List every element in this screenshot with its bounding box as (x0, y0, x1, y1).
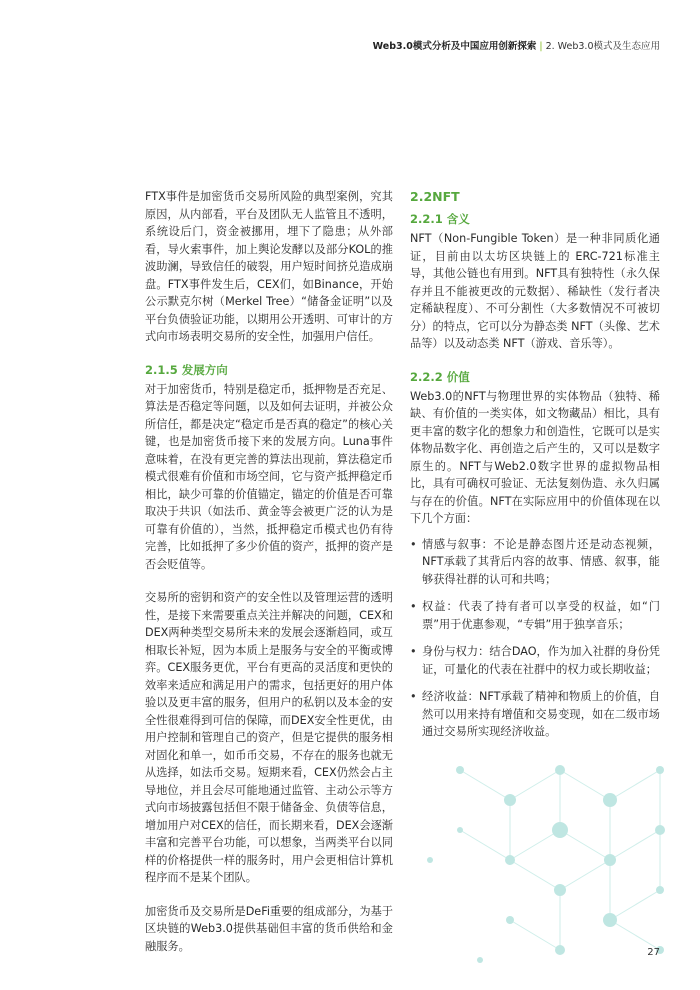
value-bullet-list (410, 536, 660, 741)
bullet-text: 身份与权力：结合DAO，作为加入社群的身份凭证，可量化的代表在社群中的权力或长期收益； (422, 645, 660, 676)
bullet-text: 经济收益：NFT承载了精神和物质上的价值，自然可以用来持有增值和交易变现，如在二级市场通过交易所实现经济收益。 (422, 690, 660, 738)
left-column (145, 188, 393, 971)
header-separator: | (539, 41, 543, 52)
heading-2-2-nft: 2.2NFT (410, 189, 460, 204)
left-paragraph-defi: 加密货币及交易所是DeFi重要的组成部分，为基于区块链的Web3.0提供基础但丰富的货币供给和金融服务。 (145, 904, 393, 953)
bullet-text: 权益：代表了持有者可以享受的权益，如“门票”用于优惠参观，“专辑”用于独享音乐； (422, 600, 660, 631)
header-report-title: Web3.0模式分析及中国应用创新探索 (372, 41, 537, 52)
bullet-dot-icon: • (410, 645, 417, 658)
left-paragraph-exchange-security: 交易所的密钥和资产的安全性以及管理运营的透明性，是接下来需要重点关注并解决的问题，CEX和DEX两种类型交易所未来的发展会逐渐趋同，或互相取长补短，因为本质上是服务与安全的平衡或博弈。CEX服务更优，平台有更高的灵活度和更快的效率来适应和满足用户的需求，包括更好的用户体验以及更丰富的服务，但用户的私钥以及本金的安全性很难得到可信的保障，而DEX安全性更优，由用户控制和管理自己的资产，但是它提供的服务相对固化和单一，如币币交易，不存在的服务也就无从选择，如法币交易。短期来看，CEX仍然会占主导地位，并且会尽可能地通过监管、主动公示等方式向市场披露包括但不限于储备金、负债等信息，增加用户对CEX的信任，而长期来看，DEX会逐渐丰富和完善平台功能，可以想象，当两类平台以同样的价格提供一样的服务时，用户会更相信计算机程序而不是某个团队。 (145, 591, 393, 884)
header-section: 2. Web3.0模式及生态应用 (545, 41, 660, 52)
bullet-dot-icon: • (410, 537, 417, 551)
right-paragraph-meaning: NFT（Non-Fungible Token）是一种非同质化通证，目前由以太坊区块链上的 ERC-721标准主导，其他公链也有用到。NFT具有独特性（永久保存并且不能被更改的元数据）、稀缺性（发行者决定稀缺程度）、不可分割性（大多数情况不可被切分）的特点，它可以分为静态类 NFT（头像、艺术品等）以及动态类 NFT（游戏、音乐等）。 (410, 232, 660, 350)
bullet-item (410, 536, 660, 589)
left-paragraph-ftx: FTX事件是加密货币交易所风险的典型案例，究其原因，从内部看，平台及团队无人监管且不透明，系统设后门，资金被挪用，埋下了隐患；从外部看，导火索事件，加上舆论发酵以及部分KOL的推波助澜，导致信任的破裂，用户短时间挤兑造成崩盘。FTX事件发生后，CEX们，如Binance，开始公示默克尔树（Merkel Tree）“储备金证明”以及平台负债验证功能，以期用公开透明、可审计的方式向市场表明交易所的安全性，加强用户信任。 (145, 190, 393, 343)
bullet-dot-icon: • (410, 690, 417, 703)
bullet-item (410, 643, 660, 678)
heading-2-2-1: 2.2.1 含义 (410, 212, 470, 226)
right-paragraph-value: Web3.0的NFT与物理世界的实体物品（独特、稀缺、有价值的一类实体，如文物藏品）相比，具有更丰富的数字化的想象力和创造性，它既可以是实体物品数字化、再创造之后产生的，又可以是数字原生的。NFT与Web2.0数字世界的虚拟物品相比，具有可确权可验证、无法复刻伪造、永久归属与存在的价值。NFT在实际应用中的价值体现在以下几个方面： (410, 389, 660, 525)
page-number: 27 (647, 947, 660, 958)
running-header (373, 38, 660, 52)
bullet-dot-icon: • (410, 600, 417, 613)
heading-2-1-5: 2.1.5 发展方向 (145, 362, 228, 377)
heading-2-2-2: 2.2.2 价值 (410, 369, 470, 384)
left-paragraph-direction: 对于加密货币，特别是稳定币，抵押物是否充足、算法是否稳定等问题，以及如何去证明，并被公众所信任，都是决定“稳定币是否真的稳定”的核心关键，也是加密货币接下来的发展方向。Luna事件意味着，在没有更完善的算法出现前，算法稳定币模式很难有价值和市场空间，它与资产抵押稳定币相比，缺少可靠的价值锚定，锚定的价值是否可靠取决于共识（如法币、黄金等会被更广泛的认为是可靠有价值的），当然，抵押稳定币模式也仍有待完善，比如抵押了多少价值的资产，抵押的资产是否会贬值等。 (145, 382, 393, 571)
bullet-text: 情感与叙事：不论是静态图片还是动态视频，NFT承载了其背后内容的故事、情感、叙事，能够获得社群的认可和共鸣； (422, 537, 660, 586)
right-column (410, 188, 660, 751)
bullet-item (410, 598, 660, 633)
